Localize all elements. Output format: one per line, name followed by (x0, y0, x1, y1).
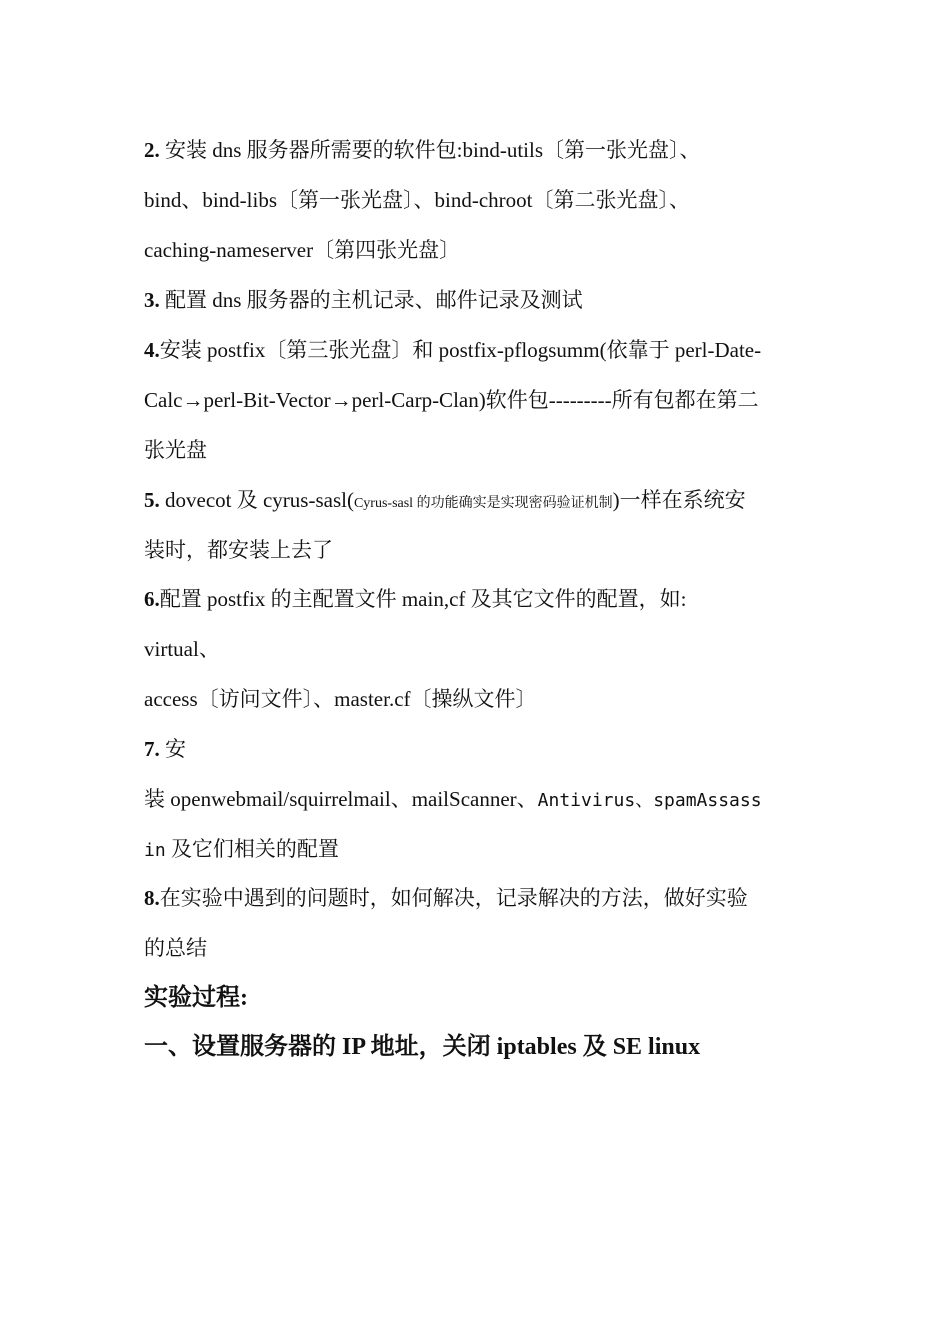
item-5-number: 5. (144, 488, 160, 512)
item-6-number: 6. (144, 587, 160, 611)
item-5-text-a: dovecot 及 cyrus-sasl( (159, 488, 354, 512)
item-6-line-3: access〔访问文件〕、master.cf〔操纵文件〕 (144, 687, 537, 711)
item-5-note: Cyrus-sasl 的功能确实是实现密码验证机制 (353, 496, 613, 511)
item-4-line-3: 张光盘 (144, 438, 207, 462)
item-5-text-b: )一样在系统安 (612, 488, 746, 512)
item-5-line-1 (144, 486, 814, 518)
item-8-line-2: 的总结 (144, 936, 207, 960)
item-4-number: 4. (144, 338, 160, 362)
item-2-number: 2. (144, 138, 160, 162)
item-4-line-1 (144, 336, 814, 364)
item-4-text: 安装 postfix〔第三张光盘〕和 postfix-pflogsumm(依靠于 perl-Date- (159, 338, 762, 362)
item-2-text: 安装 dns 服务器所需要的软件包:bind-utils〔第一张光盘〕、 (159, 138, 701, 162)
item-7-line-1 (144, 735, 814, 763)
item-3-number: 3. (144, 288, 160, 312)
item-7-text-b: 及它们相关的配置 (165, 837, 339, 861)
item-2-line-2: bind、bind-libs〔第一张光盘〕、bind-chroot〔第二张光盘〕、 (144, 188, 690, 212)
item-8-number: 8. (144, 886, 160, 910)
item-3-line-1 (144, 286, 814, 314)
item-6-line-1 (144, 585, 814, 613)
item-7-number: 7. (144, 737, 160, 761)
item-6-line-2: virtual、 (144, 637, 220, 661)
item-3-text: 配置 dns 服务器的主机记录、邮件记录及测试 (159, 288, 583, 312)
item-7-line-3 (144, 835, 814, 865)
item-5-line-2: 装时，都安装上去了 (144, 538, 333, 562)
item-2-line-3: caching-nameserver〔第四张光盘〕 (144, 238, 461, 262)
item-7-mono-b: in (144, 840, 166, 861)
subsection-title: 一、设置服务器的 IP 地址，关闭 iptables 及 SE linux (144, 1034, 701, 1060)
section-title: 实验过程: (144, 985, 248, 1011)
item-2-line-1 (144, 136, 814, 164)
item-7-text-a: 装 openwebmail/squirrelmail、mailScanner、 (144, 787, 538, 811)
item-4-line-2: Calc→perl-Bit-Vector→perl-Carp-Clan)软件包---------所有包都在第二 (144, 388, 759, 412)
item-7-line-2 (144, 785, 814, 815)
item-7-mono-a: Antivirus、spamAssass (537, 790, 762, 811)
item-8-text: 在实验中遇到的问题时，如何解决，记录解决的方法，做好实验 (159, 886, 748, 910)
item-7-text: 安 (159, 737, 186, 761)
item-6-text: 配置 postfix 的主配置文件 main,cf 及其它文件的配置，如: (159, 587, 687, 611)
item-8-line-1 (144, 884, 814, 912)
